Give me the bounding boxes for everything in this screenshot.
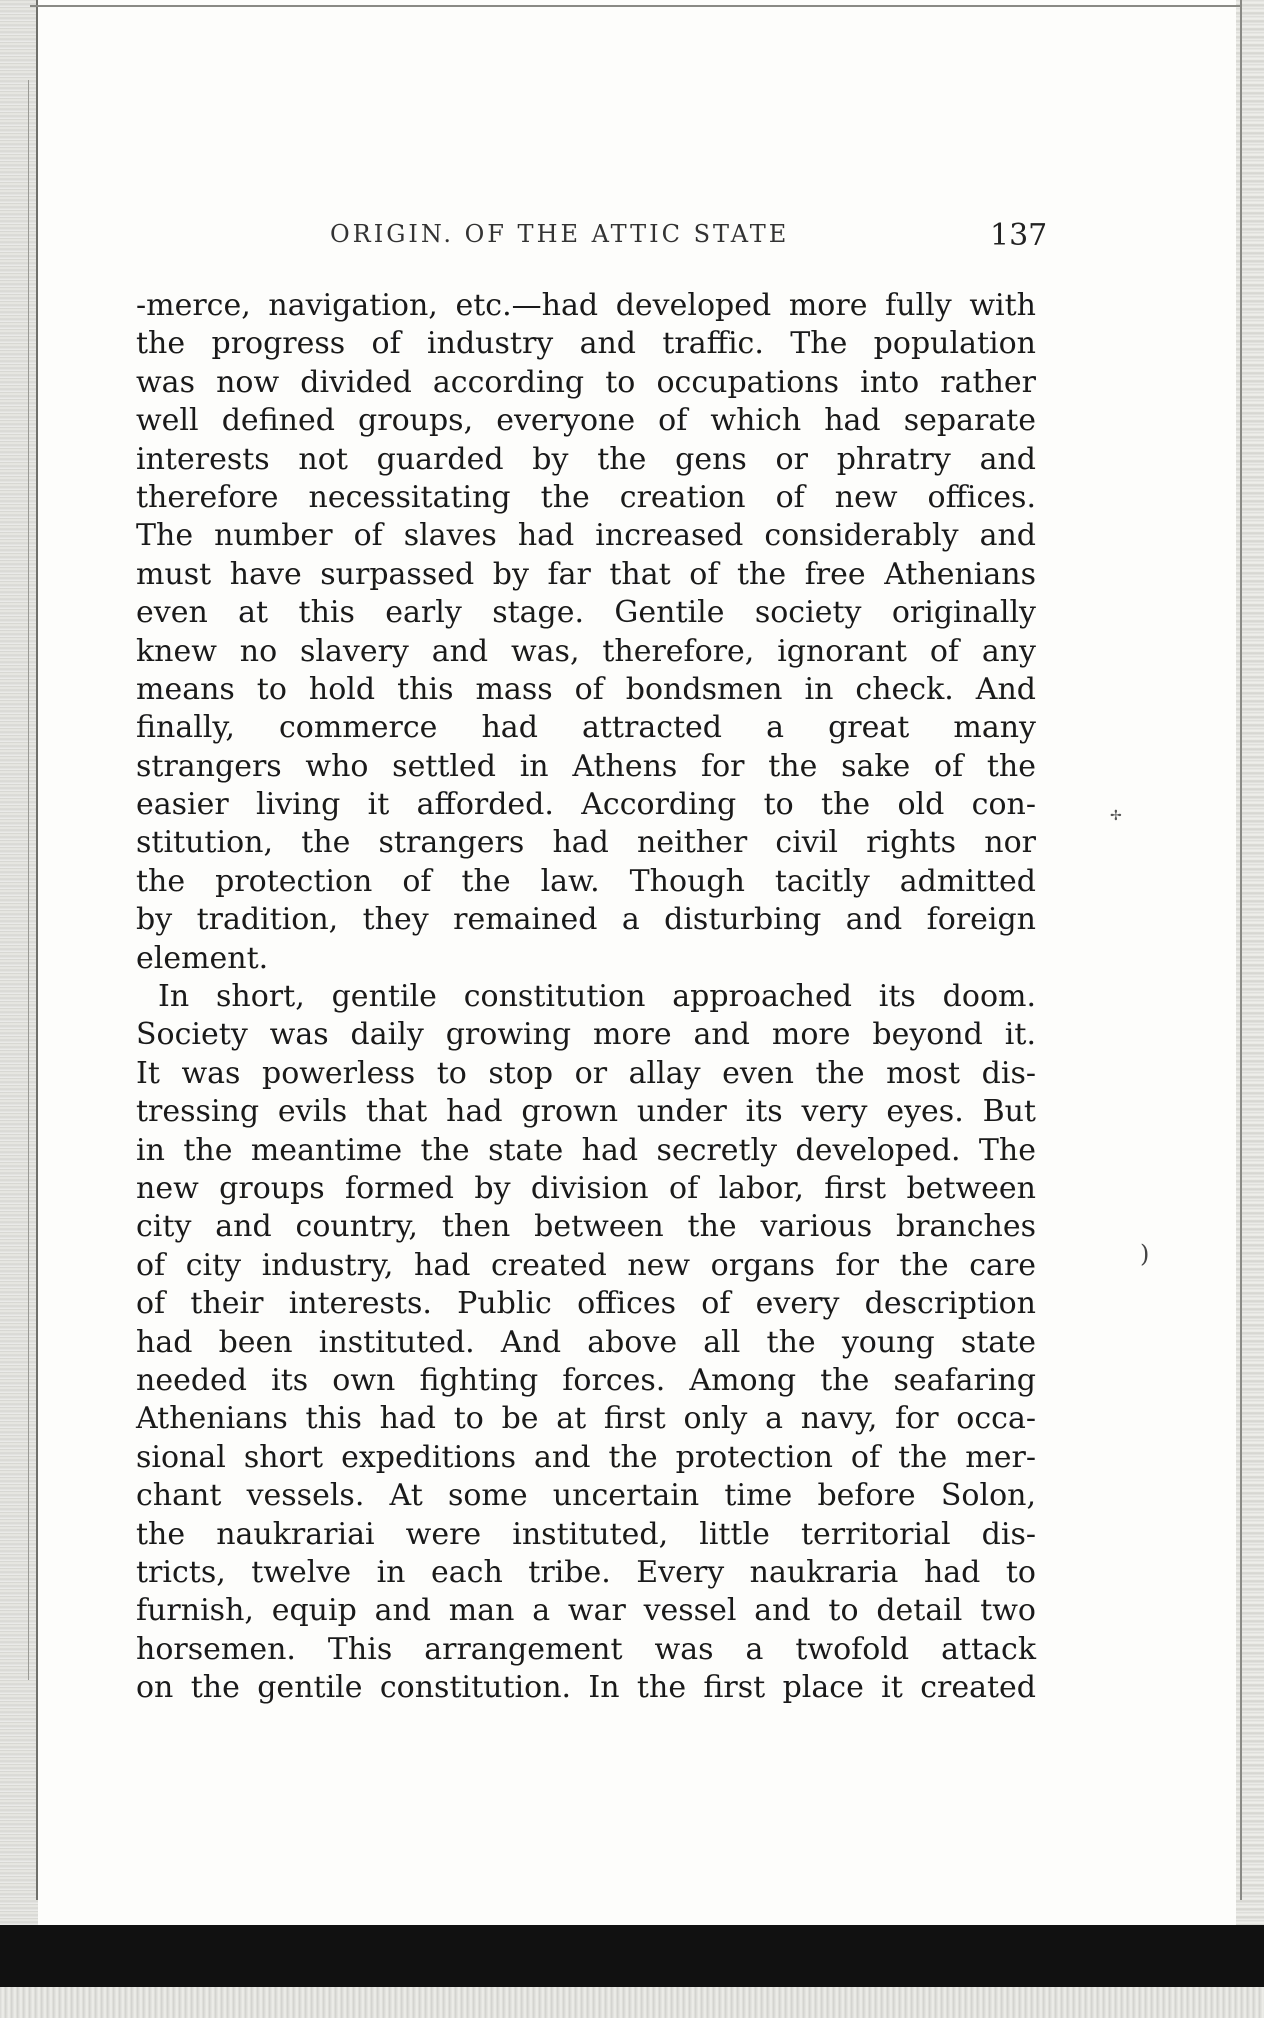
text-line: of their interests. Public offices of every description bbox=[136, 1286, 1036, 1322]
text-line: therefore necessitating the creation of new offices. bbox=[136, 479, 1036, 515]
running-head: ORIGIN. OF THE ATTIC STATE bbox=[330, 220, 790, 248]
bottom-scan-edge bbox=[0, 1987, 1264, 2018]
text-line: had been instituted. And above all the young state bbox=[136, 1324, 1036, 1360]
text-line: finally, commerce had attracted a great many bbox=[136, 710, 1036, 746]
text-line: The number of slaves had increased considerably and bbox=[136, 518, 1036, 554]
right-edge-line bbox=[1240, 0, 1242, 1900]
text-line: interests not guarded by the gens or phratry and bbox=[136, 441, 1036, 477]
text-line: -merce, navigation, etc.—had developed more fully with bbox=[136, 288, 1036, 323]
margin-paren: ) bbox=[1140, 1240, 1150, 1268]
text-line: Society was daily growing more and more beyond it. bbox=[136, 1017, 1036, 1053]
text-line: easier living it afforded. According to the old con- bbox=[136, 787, 1036, 823]
body-text bbox=[136, 287, 1036, 1707]
text-line: strangers who settled in Athens for the sake of the bbox=[136, 748, 1036, 784]
margin-mark: ✢ bbox=[1110, 808, 1122, 824]
text-line: chant vessels. At some uncertain time before Solon, bbox=[136, 1478, 1036, 1514]
text-line: sional short expeditions and the protection of the mer- bbox=[136, 1439, 1036, 1475]
text-line: the progress of industry and traffic. The population bbox=[136, 326, 1036, 362]
text-line: stitution, the strangers had neither civil rights nor bbox=[136, 825, 1036, 861]
text-line: tricts, twelve in each tribe. Every naukraria had to bbox=[136, 1554, 1036, 1590]
top-edge-line bbox=[30, 5, 1240, 7]
text-line: new groups formed by division of labor, first between bbox=[136, 1170, 1036, 1206]
text-line: the naukrariai were instituted, little territorial dis- bbox=[136, 1516, 1036, 1552]
text-line: needed its own fighting forces. Among the seafaring bbox=[136, 1362, 1036, 1398]
text-line: must have surpassed by far that of the free Athenians bbox=[136, 556, 1036, 592]
left-edge-line bbox=[36, 0, 38, 1900]
text-line: furnish, equip and man a war vessel and to detail two bbox=[136, 1593, 1036, 1629]
text-line: the protection of the law. Though tacitly admitted bbox=[136, 863, 1036, 899]
text-line: tressing evils that had grown under its very eyes. But bbox=[136, 1094, 1036, 1130]
text-line: in the meantime the state had secretly developed. The bbox=[136, 1132, 1036, 1168]
text-line: by tradition, they remained a disturbing and foreign bbox=[136, 902, 1036, 938]
left-edge-inner-line bbox=[28, 80, 29, 1680]
text-line: even at this early stage. Gentile society originally bbox=[136, 595, 1036, 631]
text-line: well defined groups, everyone of which had separate bbox=[136, 403, 1036, 439]
text-line: on the gentile constitution. In the first place it created bbox=[136, 1670, 1036, 1706]
text-line: city and country, then between the various branches bbox=[136, 1209, 1036, 1245]
left-binding-edge bbox=[0, 0, 38, 2018]
bottom-scan-band bbox=[0, 1925, 1264, 1987]
text-line: Athenians this had to be at first only a navy, for occa- bbox=[136, 1401, 1036, 1437]
text-line: of city industry, had created new organs for the care bbox=[136, 1247, 1036, 1283]
text-line: was now divided according to occupations into rather bbox=[136, 364, 1036, 400]
text-line: means to hold this mass of bondsmen in check. And bbox=[136, 671, 1036, 707]
text-line: horsemen. This arrangement was a twofold attack bbox=[136, 1631, 1036, 1667]
text-line: element. bbox=[136, 940, 269, 976]
text-line: It was powerless to stop or allay even the most dis- bbox=[136, 1055, 1036, 1091]
text-line: knew no slavery and was, therefore, ignorant of any bbox=[136, 633, 1036, 669]
page-number: 137 bbox=[990, 218, 1048, 253]
text-line: In short, gentile constitution approached its doom. bbox=[158, 979, 1036, 1015]
